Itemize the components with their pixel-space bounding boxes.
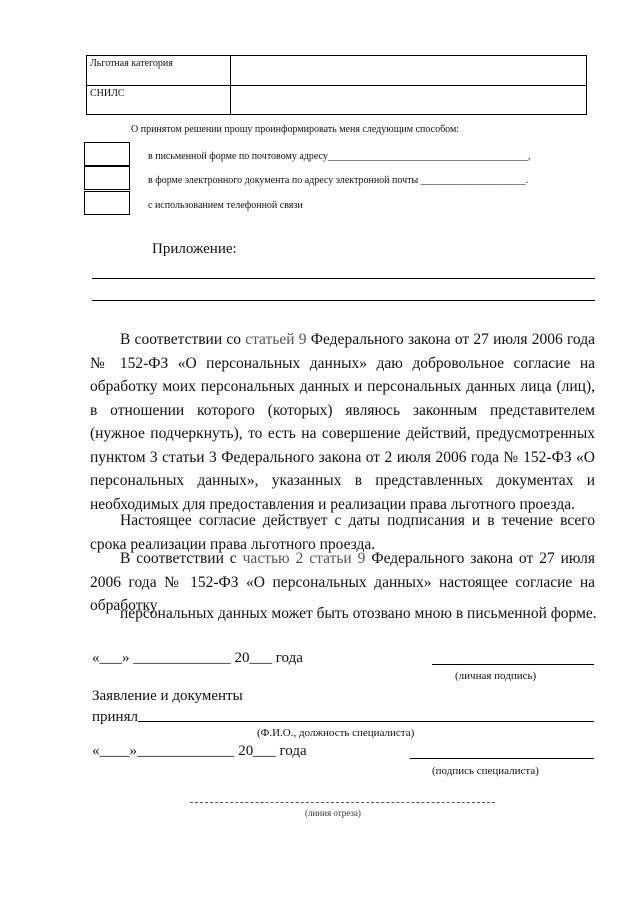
date-line-2 [92, 743, 307, 760]
snils-label: СНИЛС [90, 88, 125, 99]
personal-signature-line [432, 664, 594, 665]
option-email: в форме электронного документа по адресу электронной почты _____________________. [148, 175, 529, 186]
info-table [86, 55, 587, 115]
option-post: в письменной форме по почтовому адресу________________________________________, [148, 151, 531, 162]
cut-line-caption: (линия отреза) [305, 808, 361, 818]
accepted-line-1: Заявление и документы [92, 688, 243, 704]
option-phone: с использованием телефонной связи [148, 200, 303, 211]
consent-p2: Настоящее согласие действует с даты подписания и в течение всего срока реализации права льготного проезда. [90, 512, 595, 553]
consent-p1-rest: Федерального закона от 27 июля 2006 года № 152-ФЗ «О персональных данных» даю добровольное согласие на обработку моих персональных данных и персональных данных лица (лиц), в отношении которого (которых) являюсь законным представителем (нужное подчеркнуть), то есть на совершение действий, предусмотренных пунктом 3 статьи 3 Федерального закона от 2 июля 2006 года № 152-ФЗ «О персональных данных», указанных в представленных документах и необходимых для предоставления и реализации права льготного проезда. [90, 331, 595, 513]
category-label: Льготная категория [90, 58, 173, 69]
specialist-signature-caption: (подпись специалиста) [432, 765, 539, 777]
attachment-label: Приложение: [152, 241, 237, 257]
consent-p1-start: В соответствии со [120, 331, 246, 348]
table-row-snils [87, 86, 586, 116]
attachment-line-2 [92, 300, 595, 301]
checkbox-email[interactable] [84, 166, 130, 190]
date-line-2-part2: ___ года [253, 743, 307, 759]
consent-paragraph-1 [90, 328, 595, 516]
date-line-2-part1: «____»_____________ 20 [92, 743, 254, 759]
consent-paragraph-4: персональных данных может быть отозвано мною в письменной форме. [120, 605, 597, 622]
checkbox-phone[interactable] [84, 191, 130, 215]
personal-signature-caption: (личная подпись) [455, 670, 537, 682]
specialist-caption: (Ф.И.О., должность специалиста) [257, 727, 415, 739]
consent-p3-rest: Федерального закона от 27 июля 2006 года № 152-ФЗ «О персональных данных» настоящее согласие на обработку [90, 550, 595, 614]
checkbox-post[interactable] [84, 142, 130, 166]
date-line: «___» _____________ 20___ года [92, 650, 303, 666]
accepted-label: принял [92, 709, 138, 725]
specialist-signature-line [410, 758, 594, 759]
consent-p3-start: В соответствии с [120, 550, 243, 567]
table-row-category [87, 56, 586, 86]
consent-p3-link[interactable]: частью 2 статьи 9 [242, 550, 366, 567]
consent-p1-link[interactable]: статьей 9 [245, 331, 307, 348]
specialist-name-line [138, 721, 594, 722]
attachment-line-1 [92, 278, 595, 279]
cut-line [190, 802, 495, 803]
notify-intro: О принятом решении прошу проинформировать меня следующим способом: [131, 124, 460, 135]
